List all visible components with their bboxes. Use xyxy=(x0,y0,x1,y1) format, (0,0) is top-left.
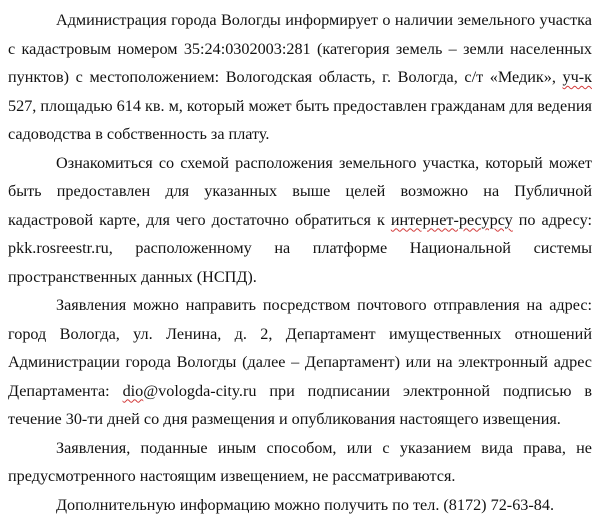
spellcheck-marked-word: уч-к xyxy=(563,68,593,86)
paragraph-rejection-notice xyxy=(8,434,592,491)
paragraph-text: @vologda-city.ru при подписании электронной подписью в течение 30-ти дней со дня размещения и опубликования настоящего извещения. xyxy=(8,382,592,429)
paragraph-text: Заявления, поданные иным способом, или с указанием вида права, не предусмотренного настоящим извещением, не рассматриваются. xyxy=(8,439,592,486)
paragraph-contact-phone xyxy=(8,491,592,519)
spellcheck-marked-word: интернет-ресурсу xyxy=(391,211,513,229)
paragraph-text: по адресу: pkk.rosreestr.ru, расположенному на платформе Национальной системы пространственных данных (НСПД). xyxy=(8,211,592,286)
spellcheck-marked-word: dio xyxy=(123,382,144,400)
paragraph-text: Заявления можно направить посредством почтового отправления на адрес: город Вологда, ул. Ленина, д. 2, Департамент имущественных отношений Администрации города Вологды (далее – Департамент) или на электронный адрес Департамента: xyxy=(8,296,592,400)
paragraph-land-plot-info xyxy=(8,6,592,149)
paragraph-application-address xyxy=(8,291,592,434)
paragraph-text: Дополнительную информацию можно получить по тел. (8172) 72-63-84. xyxy=(56,496,554,514)
paragraph-cadastral-map xyxy=(8,149,592,292)
paragraph-text: 527, площадью 614 кв. м, который может быть предоставлен гражданам для ведения садоводства в собственность за плату. xyxy=(8,97,592,144)
paragraph-text: Ознакомиться со схемой расположения земельного участка, который может быть предоставлен для указанных выше целей возможно на Публичной кадастровой карте, для чего достаточно обратиться к xyxy=(8,154,592,229)
paragraph-text: Администрация города Вологды информирует о наличии земельного участка с кадастровым номером 35:24:0302003:281 (категория земель – земли населенных пунктов) с местоположением: Вологодская область, г. Вологда, с/т «Медик», xyxy=(8,11,592,86)
notice-document xyxy=(8,6,592,519)
